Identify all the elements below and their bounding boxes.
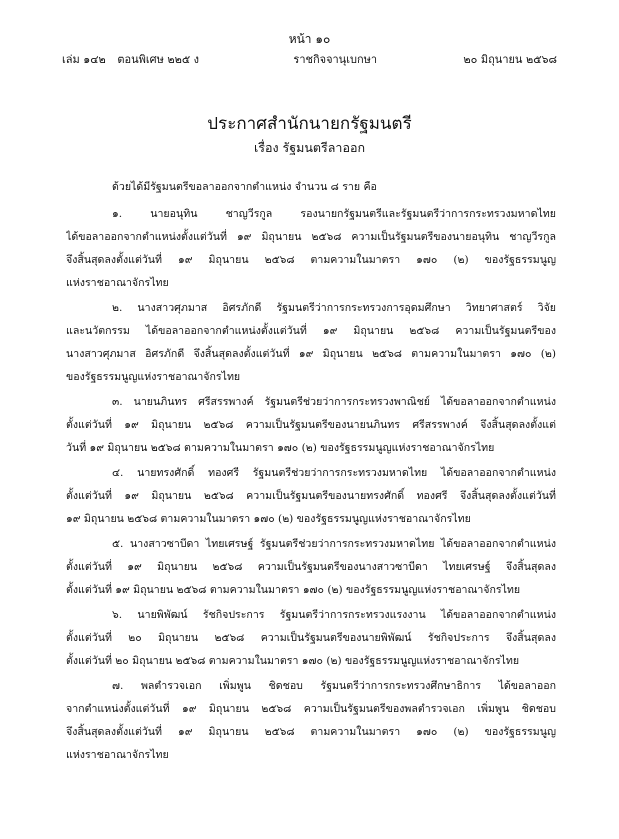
paragraph-line: ตั้งแต่วันที่ ๑๙ มิถุนายน ๒๕๖๘ ความเป็นรัฐมนตรีของนางสาวซาบีดา ไทยเศรษฐ์ จึงสิ้นสุดลง bbox=[66, 561, 556, 573]
minister-paragraph bbox=[66, 297, 556, 389]
paragraph-line: นางสาวศุภมาส อิศรภักดี จึงสิ้นสุดลงตั้งแต่วันที่ ๑๙ มิถุนายน ๒๕๖๘ ตามความในมาตรา ๑๗๐ (๒) bbox=[66, 348, 556, 360]
intro-paragraph: ด้วยได้มีรัฐมนตรีขอลาออกจากตำแหน่ง จำนวน ๘ ราย คือ bbox=[112, 181, 377, 193]
minister-paragraph bbox=[66, 533, 556, 602]
paragraph-line: วันที่ ๑๙ มิถุนายน ๒๕๖๘ ตามความในมาตรา ๑๗๐ (๒) ของรัฐธรรมนูญแห่งราชอาณาจักรไทย bbox=[66, 442, 495, 454]
paragraph-line: ๖. นายพิพัฒน์ รัชกิจประการ รัฐมนตรีว่าการกระทรวงแรงงาน ได้ขอลาออกจากตำแหน่ง bbox=[112, 609, 556, 621]
paragraph-line: ตั้งแต่วันที่ ๑๙ มิถุนายน ๒๕๖๘ ความเป็นรัฐมนตรีของนายทรงศักดิ์ ทองศรี จึงสิ้นสุดลงตั้งแต่วันที่ bbox=[66, 490, 556, 502]
paragraph-line: และนวัตกรรม ได้ขอลาออกจากตำแหน่งตั้งแต่วันที่ ๑๙ มิถุนายน ๒๕๖๘ ความเป็นรัฐมนตรีของ bbox=[66, 325, 556, 337]
paragraph-line: ได้ขอลาออกจากตำแหน่งตั้งแต่วันที่ ๑๙ มิถุนายน ๒๕๖๘ ความเป็นรัฐมนตรีของนายอนุทิน ชาญวีรกูล bbox=[66, 231, 556, 243]
paragraph-line: ตั้งแต่วันที่ ๑๙ มิถุนายน ๒๕๖๘ ตามความในมาตรา ๑๗๐ (๒) ของรัฐธรรมนูญแห่งราชอาณาจักรไทย bbox=[66, 584, 521, 596]
paragraph-line: แห่งราชอาณาจักรไทย bbox=[66, 749, 169, 761]
paragraph-line: ๔. นายทรงศักดิ์ ทองศรี รัฐมนตรีช่วยว่าการกระทรวงมหาดไทย ได้ขอลาออกจากตำแหน่ง bbox=[112, 467, 556, 479]
paragraph-line: จึงสิ้นสุดลงตั้งแต่วันที่ ๑๙ มิถุนายน ๒๕๖๘ ตามความในมาตรา ๑๗๐ (๒) ของรัฐธรรมนูญ bbox=[66, 254, 556, 266]
section: ตอนพิเศษ ๒๒๕ ง bbox=[117, 53, 200, 66]
paragraph-line: ๓. นายนภินทร ศรีสรรพางค์ รัฐมนตรีช่วยว่าการกระทรวงพาณิชย์ ได้ขอลาออกจากตำแหน่ง bbox=[112, 396, 556, 408]
document-title: ประกาศสำนักนายกรัฐมนตรี bbox=[207, 114, 412, 134]
minister-paragraph bbox=[66, 203, 556, 295]
paragraph-line: ๑. นายอนุทิน ชาญวีรกูล รองนายกรัฐมนตรีและรัฐมนตรีว่าการกระทรวงมหาดไทย bbox=[112, 208, 556, 220]
minister-paragraph bbox=[66, 675, 556, 767]
paragraph-line: แห่งราชอาณาจักรไทย bbox=[66, 277, 169, 289]
paragraph-line: ตั้งแต่วันที่ ๑๙ มิถุนายน ๒๕๖๘ ความเป็นรัฐมนตรีของนายนภินทร ศรีสรรพางค์ จึงสิ้นสุดลงตั้งแต่ bbox=[66, 419, 556, 431]
paragraph-line: ๕. นางสาวซาบีดา ไทยเศรษฐ์ รัฐมนตรีช่วยว่าการกระทรวงมหาดไทย ได้ขอลาออกจากตำแหน่ง bbox=[112, 538, 556, 550]
paragraph-line: ตั้งแต่วันที่ ๒๐ มิถุนายน ๒๕๖๘ ตามความในมาตรา ๑๗๐ (๒) ของรัฐธรรมนูญแห่งราชอาณาจักรไทย bbox=[66, 655, 520, 667]
paragraph-line: จากตำแหน่งตั้งแต่วันที่ ๑๙ มิถุนายน ๒๕๖๘ ความเป็นรัฐมนตรีของพลตำรวจเอก เพิ่มพูน ชิดชอบ bbox=[66, 703, 556, 715]
paragraph-line: ๒. นางสาวศุภมาส อิศรภักดี รัฐมนตรีว่าการกระทรวงการอุดมศึกษา วิทยาศาสตร์ วิจัย bbox=[112, 302, 556, 314]
paragraph-line: ๗. พลตำรวจเอก เพิ่มพูน ชิดชอบ รัฐมนตรีว่าการกระทรวงศึกษาธิการ ได้ขอลาออก bbox=[112, 680, 556, 692]
publication-name: ราชกิจจานุเบกษา bbox=[293, 53, 378, 66]
publication-date: ๒๐ มิถุนายน ๒๕๖๘ bbox=[463, 53, 557, 66]
header-volume-section bbox=[62, 50, 207, 68]
paragraph-line: ๑๙ มิถุนายน ๒๕๖๘ ตามความในมาตรา ๑๗๐ (๒) ของรัฐธรรมนูญแห่งราชอาณาจักรไทย bbox=[66, 513, 471, 525]
minister-paragraph bbox=[66, 391, 556, 460]
gazette-header bbox=[62, 50, 557, 68]
page-number: หน้า ๑๐ bbox=[288, 32, 331, 46]
paragraph-line: จึงสิ้นสุดลงตั้งแต่วันที่ ๑๙ มิถุนายน ๒๕๖๘ ตามความในมาตรา ๑๗๐ (๒) ของรัฐธรรมนูญ bbox=[66, 726, 556, 738]
minister-paragraph bbox=[66, 604, 556, 673]
document-subject: เรื่อง รัฐมนตรีลาออก bbox=[253, 140, 366, 155]
paragraph-line: ตั้งแต่วันที่ ๒๐ มิถุนายน ๒๕๖๘ ความเป็นรัฐมนตรีของนายพิพัฒน์ รัชกิจประการ จึงสิ้นสุดลง bbox=[66, 632, 556, 644]
volume: เล่ม ๑๔๒ bbox=[62, 53, 106, 66]
minister-list bbox=[66, 203, 556, 767]
paragraph-line: ของรัฐธรรมนูญแห่งราชอาณาจักรไทย bbox=[66, 371, 241, 383]
document-body bbox=[66, 176, 556, 769]
minister-paragraph bbox=[66, 462, 556, 531]
